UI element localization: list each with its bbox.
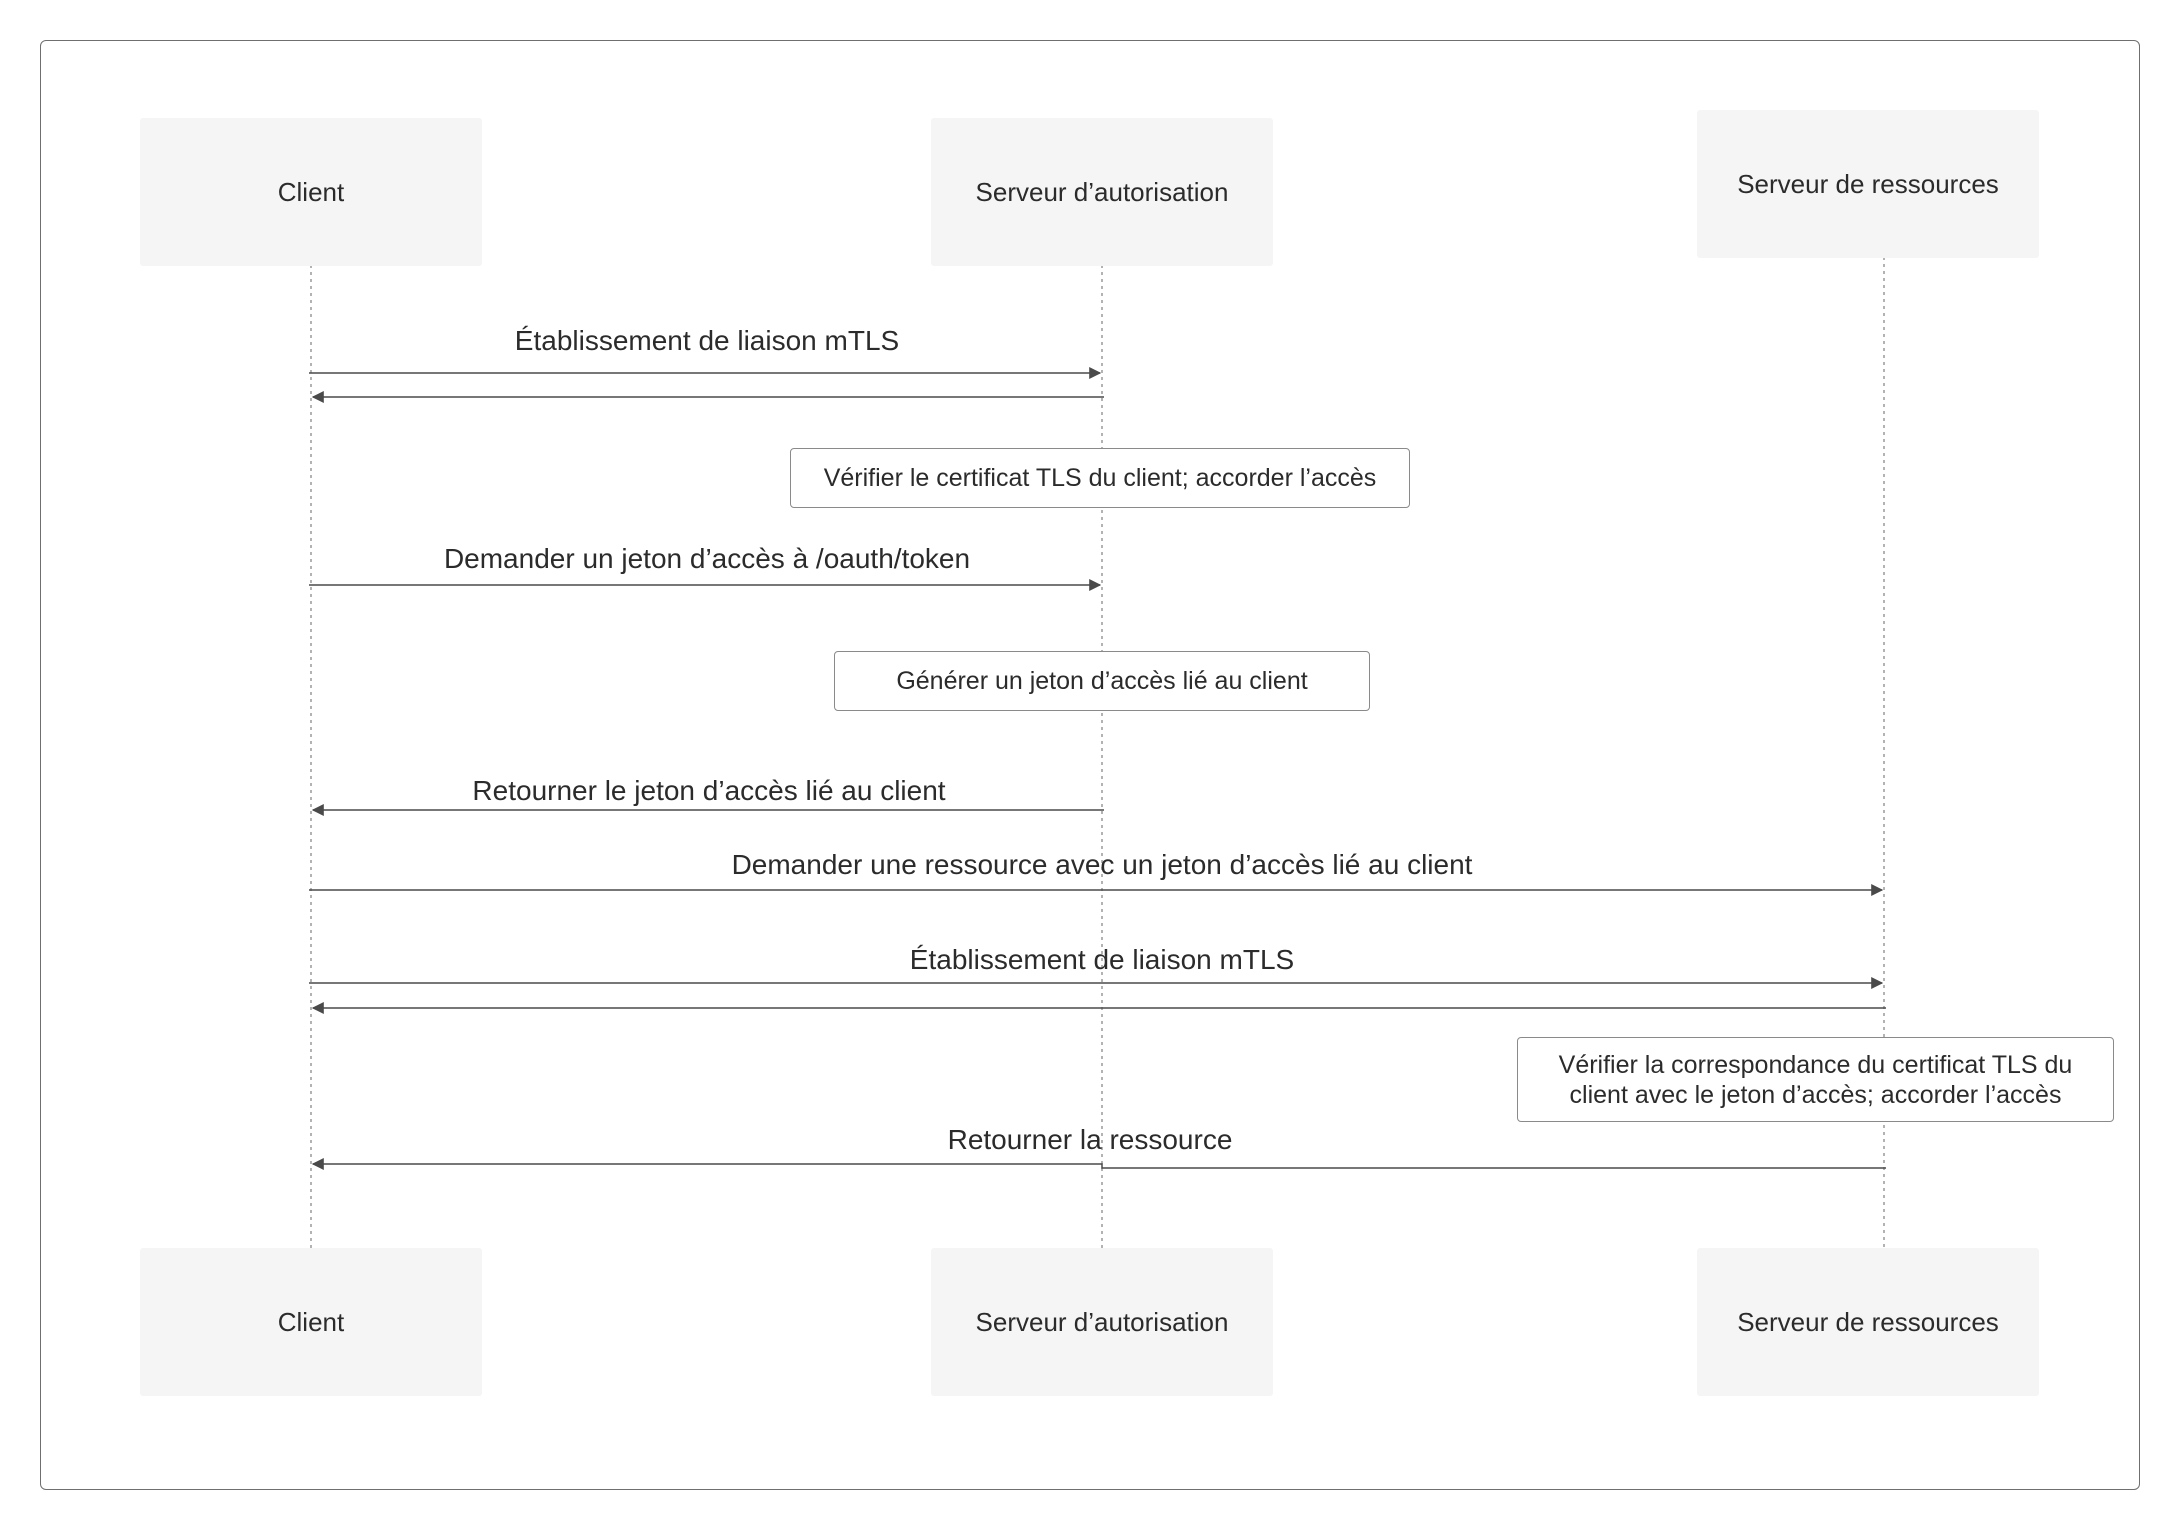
message-label-m1: Établissement de liaison mTLS — [514, 325, 900, 356]
message-label-m3: Retourner le jeton d’accès lié au client — [472, 775, 946, 806]
message-label-m2: Demander un jeton d’accès à /oauth/token — [443, 543, 971, 574]
note-verify-certificate-token-match — [1517, 1037, 2114, 1122]
participant-auth-server-bottom: Serveur d’autorisation — [931, 1248, 1273, 1396]
arrow-m6 — [313, 1164, 1886, 1168]
note-line-2: client avec le jeton d’accès; accorder l’accès — [1569, 1080, 2062, 1109]
note-generate-bound-token: Générer un jeton d’accès lié au client — [834, 651, 1370, 711]
note-verify-client-certificate: Vérifier le certificat TLS du client; accorder l’accès — [790, 448, 1410, 508]
participant-resource-server-top: Serveur de ressources — [1697, 110, 2039, 258]
message-label-m4: Demander une ressource avec un jeton d’accès lié au client — [731, 849, 1473, 880]
participant-client-top: Client — [140, 118, 482, 266]
message-label-m6: Retourner la ressource — [947, 1124, 1233, 1155]
participant-auth-server-top: Serveur d’autorisation — [931, 118, 1273, 266]
note-line-1: Vérifier la correspondance du certificat TLS du — [1558, 1050, 2073, 1079]
participant-client-bottom: Client — [140, 1248, 482, 1396]
message-label-m5: Établissement de liaison mTLS — [909, 944, 1295, 975]
participant-resource-server-bottom: Serveur de ressources — [1697, 1248, 2039, 1396]
